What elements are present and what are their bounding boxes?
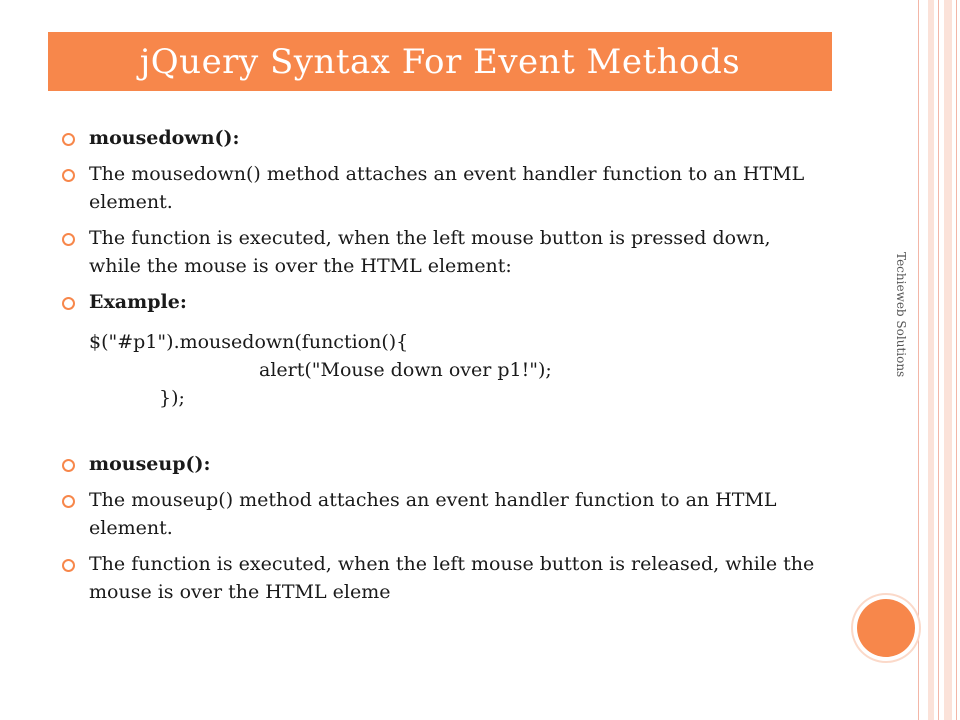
- bullet-item: [58, 160, 828, 216]
- bullet-circle-icon: [62, 233, 75, 246]
- frame-line: [938, 0, 939, 720]
- frame-line: [918, 0, 919, 720]
- bullet-text: mousedown():: [89, 127, 240, 149]
- bullet-item: [58, 288, 828, 316]
- bullet-circle-icon: [62, 559, 75, 572]
- bullet-item: [58, 450, 828, 478]
- bullet-item: [58, 550, 828, 606]
- bullet-item: [58, 486, 828, 542]
- bullet-text: The function is executed, when the left mouse button is released, while the mouse is over the HTML eleme: [89, 553, 815, 603]
- bullet-circle-icon: [62, 297, 75, 310]
- bullet-text: Example:: [89, 291, 187, 313]
- decorative-circle: [857, 599, 915, 657]
- code-line: alert("Mouse down over p1!");: [259, 359, 552, 381]
- bullet-item: [58, 224, 828, 280]
- bullet-circle-icon: [62, 495, 75, 508]
- slide-content: [58, 124, 828, 614]
- title-bar: [48, 32, 832, 91]
- code-line: });: [159, 387, 185, 409]
- bullet-item: [58, 124, 828, 152]
- code-example: [58, 328, 828, 412]
- bullet-text: The function is executed, when the left mouse button is pressed down, while the mouse is over the HTML element:: [89, 227, 771, 277]
- frame-line: [956, 0, 957, 720]
- bullet-circle-icon: [62, 169, 75, 182]
- bullet-text: mouseup():: [89, 453, 211, 475]
- side-watermark: Techieweb Solutions: [894, 252, 908, 378]
- frame-band: [928, 0, 934, 720]
- bullet-circle-icon: [62, 459, 75, 472]
- bullet-circle-icon: [62, 133, 75, 146]
- slide-title: jQuery Syntax For Event Methods: [139, 41, 741, 82]
- bullet-text: The mouseup() method attaches an event handler function to an HTML element.: [89, 489, 777, 539]
- bullet-text: The mousedown() method attaches an event handler function to an HTML element.: [89, 163, 805, 213]
- code-line: $("#p1").mousedown(function(){: [89, 331, 409, 353]
- frame-band: [944, 0, 952, 720]
